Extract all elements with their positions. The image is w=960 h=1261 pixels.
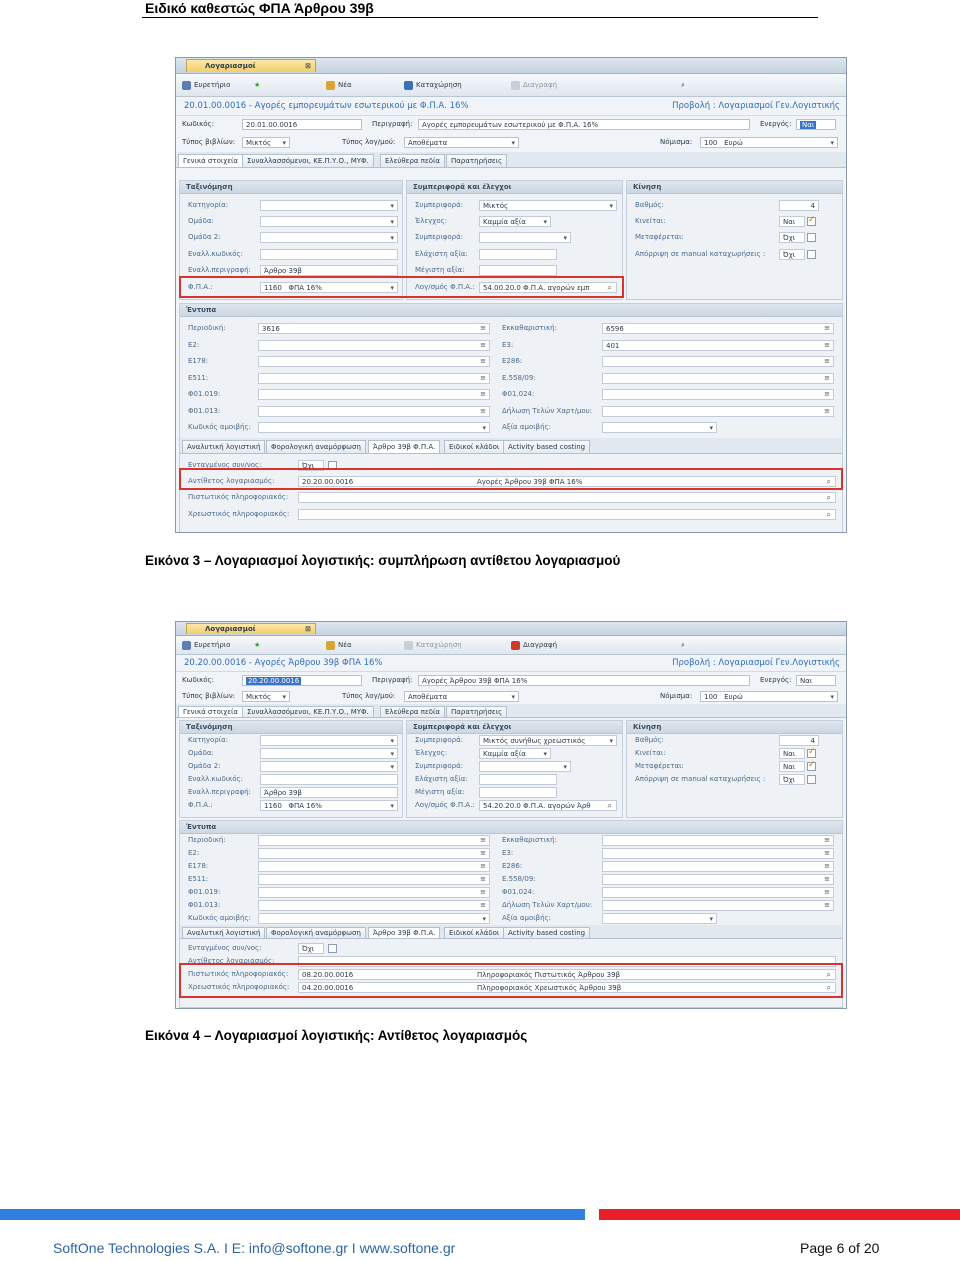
tab-analytic[interactable]: Αναλυτική λογιστική [182,927,265,938]
group2-select[interactable] [260,761,398,772]
moves-label: Κινείται: [635,749,666,757]
main-tabs [176,704,846,718]
behavior-label: Συμπεριφορά: [415,201,464,209]
periodic-label: Περιοδική: [188,836,226,844]
group-label: Ομάδα: [188,749,214,757]
e178-input[interactable] [258,356,490,367]
toolbar [176,636,846,655]
control-select[interactable]: Καμμία αξία ▾ [479,216,551,227]
new-label: Νέα [338,641,352,649]
book-type-select[interactable]: Μικτός ▾ [242,691,290,702]
e558-input[interactable] [602,373,834,384]
tab-activity-costing[interactable]: Activity based costing [503,440,590,453]
tab-activity-costing[interactable]: Activity based costing [503,927,590,938]
stamp-input[interactable] [602,900,834,911]
offset-enabled-label: Ενταγμένος συν/νος: [188,944,262,952]
e286-input[interactable] [602,861,834,872]
tab-free-fields[interactable]: Ελεύθερα πεδία [380,154,445,167]
new-icon [326,641,335,650]
e286-input[interactable] [602,356,834,367]
e511-label: Ε511: [188,875,209,883]
alt-desc-label: Εναλλ.περιγραφή: [188,788,251,796]
type-row [176,134,846,152]
forms-subtabs [180,438,842,454]
alt-desc-label: Εναλλ.περιγραφή: [188,266,251,274]
vat-account-label: Λογ/σμός Φ.Π.Α.: [415,801,475,809]
moves-label: Κινείται: [635,217,666,225]
classification-header: Ταξινόμηση [180,721,402,734]
offset-enabled-checkbox[interactable] [328,944,337,953]
window-tab-bar [176,58,846,74]
moves-value: Ναι [779,748,805,759]
e3-label: Ε3: [502,341,514,349]
window-tab-bar [176,622,846,636]
screenshot-2 [175,621,847,1009]
offset-account-code: 20.20.00.0016 [302,478,354,486]
alt-code-label: Εναλλ.κωδικός: [188,775,243,783]
f01013-label: Φ01.013: [188,407,221,415]
fee-value-label: Αξία αμοιβής: [502,914,551,922]
currency-label: Νόμισμα: [660,138,693,146]
search-icon[interactable]: ⌕ [681,81,685,89]
currency-code: 100 [704,693,718,701]
tab-analytic[interactable]: Αναλυτική λογιστική [182,440,265,453]
screenshot-1 [175,57,847,533]
debit-info-label: Χρεωστικός πληροφοριακός: [188,983,290,991]
reject-checkbox[interactable] [807,775,816,784]
fee-code-select[interactable] [258,913,490,924]
fee-code-label: Κωδικός αμοιβής: [188,423,251,431]
account-type-select[interactable]: Αποθέματα ▾ [404,137,519,148]
degree-label: Βαθμός: [635,736,664,744]
f01019-label: Φ01.019: [188,888,221,896]
save-label: Καταχώρηση [416,81,462,89]
vat-select[interactable] [260,800,398,811]
currency-label: Νόμισμα: [660,692,693,700]
movement-panel [626,720,843,818]
tab-free-fields[interactable]: Ελεύθερα πεδία [380,706,445,717]
header-rule [142,17,818,18]
code-label: Κωδικός: [182,676,214,684]
highlight-info-rows [179,963,843,998]
delete-icon [511,641,520,650]
directory-button[interactable] [182,79,230,91]
forms-subtabs [180,925,842,939]
view-label: Προβολή : Λογαριασμοί Γεν.Λογιστικής [672,101,840,111]
min-value-input[interactable] [479,249,557,260]
code-value: 20.20.00.0016 [248,677,300,685]
new-button[interactable] [326,79,352,91]
search-icon[interactable]: ⌕ [826,493,831,502]
active-label: Ενεργός: [760,120,792,128]
search-icon[interactable]: ⌕ [826,477,831,486]
delete-button[interactable] [511,639,557,651]
credit-info-label: Πιστωτικός πληροφοριακός: [188,970,289,978]
max-value-label: Μέγιστη αξία: [415,266,465,274]
footer-blue-bar [0,1209,585,1220]
e3-label: Ε3: [502,849,514,857]
search-icon[interactable]: ⌕ [607,801,612,810]
behavior-header: Συμπεριφορά και έλεγχοι [407,721,622,734]
code-input[interactable] [242,675,362,686]
min-value-input[interactable] [479,774,557,785]
f01013-input[interactable] [258,900,490,911]
movement-header: Κίνηση [627,721,842,734]
forms-header: Έντυπα [180,304,842,317]
e2-label: Ε2: [188,341,200,349]
offset-enabled-label: Ενταγμένος συν/νος: [188,461,262,469]
credit-info-input[interactable] [298,492,836,503]
delete-button[interactable] [511,79,557,91]
book-type-select[interactable]: Μικτός ▾ [242,137,290,148]
vat-account-value: 54.20.20.0 Φ.Π.Α. αγορών Άρθ [483,802,591,810]
star-icon[interactable]: ★ [254,641,261,649]
record-title: 20.01.00.0016 - Αγορές εμπορευμάτων εσωτερικού με Φ.Π.Α. 16% [184,101,469,111]
new-icon [326,81,335,90]
directory-icon [182,641,191,650]
clearing-label: Εκκαθαριστική: [502,324,557,332]
debit-info-name: Πληροφοριακός Χρεωστικός Άρθρου 39β [477,984,622,992]
max-value-input[interactable] [479,787,557,798]
transferred-label: Μεταφέρεται: [635,233,684,241]
degree-label: Βαθμός: [635,201,664,209]
transferred-value: Ναι [779,761,805,772]
clearing-label: Εκκαθαριστική: [502,836,557,844]
active-field[interactable]: Ναι [796,675,836,686]
code-row [176,672,846,688]
offset-account-name: Αγορές Άρθρου 39β ΦΠΑ 16% [477,478,583,486]
e286-label: Ε286: [502,862,523,870]
highlight-offset-row [179,468,843,490]
periodic-input[interactable] [258,835,490,846]
periodic-input[interactable]: 3616 ≡ [258,323,490,334]
reject-value: Όχι [779,774,805,785]
description-input[interactable]: Αγορές εμπορευμάτων εσωτερικού με Φ.Π.Α. 16% [418,119,750,130]
footer-page-number: Page 6 of 20 [800,1240,880,1256]
moves-checkbox[interactable] [807,749,816,758]
e511-input[interactable] [258,373,490,384]
record-title: 20.20.00.0016 - Αγορές Άρθρου 39β ΦΠΑ 16% [184,658,383,668]
tab-counterparties[interactable]: Συναλλασσόμενοι, ΚΕ.Π.Υ.Ο., ΜΥΦ. [242,154,374,167]
e2-input[interactable] [258,340,490,351]
max-value-input[interactable] [479,265,557,276]
currency-select[interactable] [700,137,838,148]
offset-enabled-value: Όχι [298,943,324,954]
transferred-checkbox[interactable] [807,233,816,242]
close-icon[interactable]: ⊠ [305,625,311,633]
clearing-input[interactable] [602,835,834,846]
behavior-panel [406,720,623,818]
min-value-label: Ελάχιστη αξία: [415,250,468,258]
debit-info-code: 04.20.00.0016 [302,984,354,992]
moves-checkbox[interactable] [807,217,816,226]
save-label: Καταχώρηση [416,641,462,649]
offset-account-label: Αντίθετος λογαριασμός: [188,477,275,485]
debit-info-input[interactable] [298,509,836,520]
behavior-select[interactable]: Μικτός ▾ [479,200,617,211]
currency-name: Ευρώ [724,693,743,701]
debit-info-label: Χρεωστικός πληροφοριακός: [188,510,290,518]
e511-label: Ε511: [188,374,209,382]
alt-desc-input[interactable]: Άρθρο 39β [260,265,398,276]
control-label: Έλεγχος: [415,217,448,225]
clearing-input[interactable]: 6596 ≡ [602,323,834,334]
movement-panel [626,180,843,300]
tab-article-39b[interactable]: Άρθρο 39β Φ.Π.Α. [368,440,440,453]
group2-label: Ομάδα 2: [188,762,221,770]
forms-header: Έντυπα [180,821,842,834]
f01024-input[interactable] [602,389,834,400]
control-select[interactable]: Καμμία αξία ▾ [479,748,551,759]
tab-tax-reform[interactable]: Φορολογική αναμόρφωση [266,927,366,938]
stamp-label: Δήλωση Τελών Χαρτ/μου: [502,901,593,909]
fee-value-label: Αξία αμοιβής: [502,423,551,431]
offset-account-label: Αντίθετος λογαριασμός: [188,957,275,965]
credit-info-label: Πιστωτικός πληροφοριακός: [188,493,289,501]
tab-general[interactable]: Γενικά στοιχεία [178,706,243,717]
e3-input[interactable]: 401 ≡ [602,340,834,351]
delete-label: Διαγραφή [523,81,558,89]
e558-input[interactable] [602,874,834,885]
vat-label: Φ.Π.Α.: [188,801,213,809]
e511-input[interactable] [258,874,490,885]
search-icon[interactable]: ⌕ [607,283,612,292]
vat-account-input[interactable] [479,800,617,811]
f01013-input[interactable] [258,406,490,417]
vat-name: ΦΠΑ 16% [288,284,322,292]
fee-code-select[interactable] [258,422,490,433]
search-icon[interactable]: ⌕ [826,983,831,992]
f01019-label: Φ01.019: [188,390,221,398]
currency-name: Ευρώ [724,139,743,147]
e178-input[interactable] [258,861,490,872]
e3-input[interactable] [602,848,834,859]
account-type-label: Τύπος λογ/μού: [342,692,396,700]
e286-label: Ε286: [502,357,523,365]
moves-value: Ναι [779,216,805,227]
footer-red-bar [599,1209,960,1220]
new-label: Νέα [338,81,352,89]
classification-panel [179,720,403,818]
f01024-input[interactable] [602,887,834,898]
e558-label: Ε.558/09: [502,875,536,883]
forms-panel [179,303,843,533]
account-type-select[interactable]: Αποθέματα ▾ [404,691,519,702]
save-button[interactable] [404,79,462,91]
currency-select[interactable] [700,691,838,702]
save-icon [404,81,413,90]
stamp-input[interactable] [602,406,834,417]
e178-label: Ε178: [188,862,209,870]
fee-code-label: Κωδικός αμοιβής: [188,914,251,922]
offset-enabled-value: Όχι [298,460,324,471]
credit-info-code: 08.20.00.0016 [302,971,354,979]
accounts-tab[interactable] [186,59,316,72]
tab-tax-reform[interactable]: Φορολογική αναμόρφωση [266,440,366,453]
f01013-label: Φ01.013: [188,901,221,909]
code-label: Κωδικός: [182,120,214,128]
transferred-checkbox[interactable] [807,762,816,771]
active-label: Ενεργός: [760,676,792,684]
fee-value-select[interactable] [602,913,717,924]
tab-notes[interactable]: Παρατηρήσεις [446,706,507,717]
figure-4-caption: Εικόνα 4 – Λογαριασμοί λογιστικής: Αντίθετος λογαριασμός [145,1028,528,1043]
figure-3-caption: Εικόνα 3 – Λογαριασμοί λογιστικής: συμπλήρωση αντίθετου λογαριασμού [145,553,621,568]
credit-info-name: Πληροφοριακός Πιστωτικός Άρθρου 39β [477,971,621,979]
record-title-bar [176,97,846,116]
e2-input[interactable] [258,848,490,859]
vat-name: ΦΠΑ 16% [288,802,322,810]
reject-manual-label: Απόρριψη σε manual καταχωρήσεις : [635,250,766,258]
group2-select[interactable] [260,232,398,243]
tab-counterparties[interactable]: Συναλλασσόμενοι, ΚΕ.Π.Υ.Ο., ΜΥΦ. [242,706,374,717]
max-value-label: Μέγιστη αξία: [415,788,465,796]
view-label: Προβολή : Λογαριασμοί Γεν.Λογιστικής [672,658,840,668]
behavior-select[interactable]: Μικτός συνήθως χρεωστικός ▾ [479,735,617,746]
vat-code: 1160 [264,802,282,810]
category-label: Κατηγορία: [188,201,229,209]
new-button[interactable] [326,639,352,651]
group-select[interactable] [260,748,398,759]
tab-label: Λογαριασμοί [205,62,256,70]
directory-label: Ευρετήριο [194,81,231,89]
highlight-vat-row [179,276,624,298]
f01019-input[interactable] [258,389,490,400]
search-icon[interactable]: ⌕ [826,970,831,979]
account-type-label: Τύπος λογ/μού: [342,138,396,146]
tab-label: Λογαριασμοί [205,625,256,633]
vat-code: 1160 [264,284,282,292]
save-button[interactable] [404,639,462,651]
active-value: Ναι [802,121,815,129]
fee-value-select[interactable] [602,422,717,433]
behavior2-label: Συμπεριφορά: [415,233,464,241]
delete-icon [511,81,520,90]
movement-header: Κίνηση [627,181,842,194]
group-select[interactable] [260,216,398,227]
tab-special-sectors[interactable]: Ειδικοί κλάδοι [444,927,504,938]
category-label: Κατηγορία: [188,736,229,744]
group2-label: Ομάδα 2: [188,233,221,241]
tab-article-39b[interactable]: Άρθρο 39β Φ.Π.Α. [368,927,440,938]
behavior2-label: Συμπεριφορά: [415,762,464,770]
search-icon[interactable]: ⌕ [826,510,831,519]
delete-label: Διαγραφή [523,641,558,649]
description-label: Περιγραφή: [372,120,413,128]
classification-header: Ταξινόμηση [180,181,402,194]
behavior2-select[interactable] [479,761,571,772]
close-icon[interactable]: ⊠ [305,62,311,70]
book-type-label: Τύπος βιβλίων: [182,138,236,146]
degree-input[interactable]: 4 [779,735,819,746]
transferred-value: Όχι [779,232,805,243]
f01024-label: Φ01.024: [502,888,535,896]
code-input[interactable]: 20.01.00.0016 [242,119,362,130]
code-row [176,116,846,134]
toolbar [176,74,846,97]
directory-icon [182,81,191,90]
reject-checkbox[interactable] [807,250,816,259]
alt-desc-input[interactable]: Άρθρο 39β [260,787,398,798]
vat-account-value: 54.00.20.0 Φ.Π.Α. αγορών εμπ [483,284,590,292]
save-icon [404,641,413,650]
tab-general[interactable]: Γενικά στοιχεία [178,154,243,167]
record-title-bar [176,655,846,672]
category-select[interactable] [260,735,398,746]
min-value-label: Ελάχιστη αξία: [415,775,468,783]
vat-label: Φ.Π.Α.: [188,283,213,291]
tab-notes[interactable]: Παρατηρήσεις [446,154,507,167]
book-type-label: Τύπος βιβλίων: [182,692,236,700]
alt-code-label: Εναλλ.κωδικός: [188,250,243,258]
transferred-label: Μεταφέρεται: [635,762,684,770]
f01019-input[interactable] [258,887,490,898]
group-label: Ομάδα: [188,217,214,225]
alt-code-input[interactable] [260,774,398,785]
e2-label: Ε2: [188,849,200,857]
description-input[interactable]: Αγορές Άρθρου 39β ΦΠΑ 16% [418,675,750,686]
search-icon[interactable]: ⌕ [681,641,685,649]
stamp-label: Δήλωση Τελών Χαρτ/μου: [502,407,593,415]
active-field[interactable] [796,119,836,130]
directory-label: Ευρετήριο [194,641,231,649]
vat-account-label: Λογ/σμός Φ.Π.Α.: [415,283,475,291]
description-label: Περιγραφή: [372,676,413,684]
behavior-label: Συμπεριφορά: [415,736,464,744]
type-row [176,688,846,704]
star-icon[interactable]: ★ [254,81,261,89]
currency-code: 100 [704,139,718,147]
degree-input[interactable]: 4 [779,200,819,211]
periodic-label: Περιοδική: [188,324,226,332]
document-header-title: Ειδικό καθεστώς ΦΠΑ Άρθρου 39β [145,0,374,16]
reject-value: Όχι [779,249,805,260]
main-tabs [176,152,846,168]
category-select[interactable] [260,200,398,211]
behavior2-select[interactable] [479,232,571,243]
behavior-header: Συμπεριφορά και έλεγχοι [407,181,622,194]
alt-code-input[interactable] [260,249,398,260]
reject-manual-label: Απόρριψη σε manual καταχωρήσεις : [635,775,766,783]
e558-label: Ε.558/09: [502,374,536,382]
tab-special-sectors[interactable]: Ειδικοί κλάδοι [444,440,504,453]
control-label: Έλεγχος: [415,749,448,757]
footer-company: SoftOne Technologies S.A. I E: info@softone.gr I www.softone.gr [53,1240,456,1256]
directory-button[interactable] [182,639,230,651]
f01024-label: Φ01.024: [502,390,535,398]
e178-label: Ε178: [188,357,209,365]
accounts-tab[interactable] [186,623,316,634]
